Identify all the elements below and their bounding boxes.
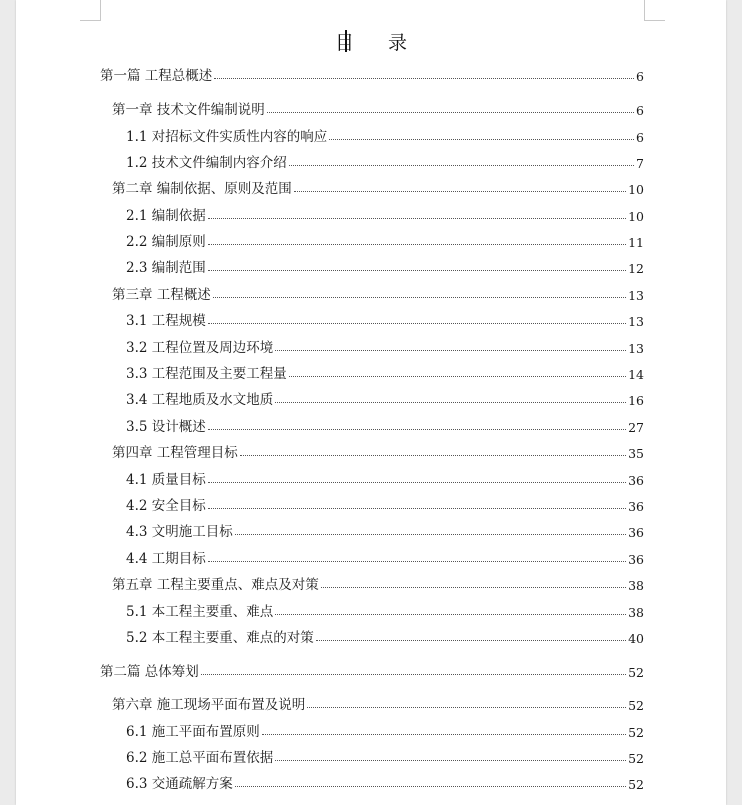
toc-leader <box>275 759 626 761</box>
toc-entry-page: 40 <box>628 631 644 646</box>
toc-entry[interactable] <box>100 336 644 356</box>
toc-leader <box>208 217 626 219</box>
toc-entry[interactable] <box>100 660 644 680</box>
toc-leader <box>208 243 626 245</box>
toc-entry[interactable] <box>100 309 644 329</box>
toc-entry-page: 13 <box>628 314 644 329</box>
toc-leader <box>275 401 626 403</box>
toc-leader <box>208 428 626 430</box>
toc-leader <box>329 138 634 140</box>
toc-entry[interactable] <box>100 468 644 488</box>
toc-entry[interactable] <box>100 362 644 382</box>
toc-entry-label: 5.1 本工程主要重、难点 <box>126 604 274 620</box>
page-corner-mark-right <box>644 0 665 21</box>
toc-entry-label: 第五章 工程主要重点、难点及对策 <box>112 577 319 593</box>
toc-entry-label: 6.1 施工平面布置原则 <box>126 724 260 740</box>
toc-leader <box>275 349 626 351</box>
toc-entry-label: 1.1 对招标文件实质性内容的响应 <box>126 129 328 145</box>
toc-entry[interactable] <box>100 547 644 567</box>
toc-leader <box>289 164 634 166</box>
toc-entry-label: 1.2 技术文件编制内容介绍 <box>126 155 287 171</box>
toc-entry[interactable] <box>100 230 644 250</box>
toc-entry-page: 6 <box>636 103 644 118</box>
toc-entry[interactable] <box>100 573 644 593</box>
toc-entry-label: 4.2 安全目标 <box>126 498 206 514</box>
toc-entry-label: 4.4 工期目标 <box>126 551 206 567</box>
toc-entry-page: 36 <box>628 552 644 567</box>
toc-entry[interactable] <box>100 746 644 766</box>
toc-entry[interactable] <box>100 520 644 540</box>
toc-entry-label: 3.2 工程位置及周边环境 <box>126 340 274 356</box>
toc-entry-page: 10 <box>628 209 644 224</box>
toc-leader <box>262 733 626 735</box>
page-corner-mark-left <box>80 0 101 21</box>
toc-entry[interactable] <box>100 388 644 408</box>
toc-entry-page: 13 <box>628 288 644 303</box>
toc-entry-label: 6.3 交通疏解方案 <box>126 776 233 792</box>
toc-entry-label: 3.3 工程范围及主要工程量 <box>126 366 287 382</box>
toc-entry-label: 6.2 施工总平面布置依据 <box>126 750 274 766</box>
toc-leader <box>240 454 626 456</box>
toc-entry-page: 16 <box>628 393 644 408</box>
toc-leader <box>294 190 626 192</box>
toc-entry-page: 7 <box>636 156 644 171</box>
toc-entry-label: 第二章 编制依据、原则及范围 <box>112 181 292 197</box>
toc-entry-label: 2.2 编制原则 <box>126 234 206 250</box>
toc-leader <box>321 586 626 588</box>
toc-entry-label: 4.3 文明施工目标 <box>126 524 233 540</box>
toc-leader <box>307 706 626 708</box>
toc-entry-page: 36 <box>628 499 644 514</box>
toc-entry-page: 6 <box>636 130 644 145</box>
toc-entry[interactable] <box>100 494 644 514</box>
toc-entry[interactable] <box>100 600 644 620</box>
toc-entry-page: 14 <box>628 367 644 382</box>
toc-leader <box>267 111 634 113</box>
toc-entry[interactable] <box>100 64 644 84</box>
toc-entry-label: 3.4 工程地质及水文地质 <box>126 392 274 408</box>
toc-entry-page: 10 <box>628 182 644 197</box>
toc-entry-page: 36 <box>628 525 644 540</box>
toc-entry-label: 3.5 设计概述 <box>126 419 206 435</box>
toc-entry-label: 第一章 技术文件编制说明 <box>112 102 265 118</box>
toc-leader <box>235 533 626 535</box>
toc-entry-label: 2.3 编制范围 <box>126 260 206 276</box>
toc-entry[interactable] <box>100 693 644 713</box>
toc-entry-label: 3.1 工程规模 <box>126 313 206 329</box>
toc-entry-page: 35 <box>628 446 644 461</box>
toc-entry-label: 第一篇 工程总概述 <box>100 68 213 84</box>
toc-leader <box>208 322 626 324</box>
toc-leader <box>208 507 626 509</box>
toc-entry[interactable] <box>100 256 644 276</box>
page-title: 目 录 <box>334 32 422 54</box>
toc-entry[interactable] <box>100 720 644 740</box>
toc-entry[interactable] <box>100 283 644 303</box>
toc-entry-page: 36 <box>628 473 644 488</box>
toc-entry-page: 38 <box>628 578 644 593</box>
toc-leader <box>208 269 626 271</box>
toc-entry-label: 2.1 编制依据 <box>126 208 206 224</box>
toc-entry[interactable] <box>100 415 644 435</box>
toc-entry-page: 52 <box>628 725 644 740</box>
toc-leader <box>213 296 626 298</box>
toc-entry-page: 52 <box>628 751 644 766</box>
toc-leader <box>289 375 626 377</box>
toc-entry[interactable] <box>100 441 644 461</box>
toc-entry-page: 13 <box>628 341 644 356</box>
toc-leader <box>214 77 634 79</box>
toc-entry[interactable] <box>100 204 644 224</box>
toc-leader <box>235 785 626 787</box>
toc-leader <box>316 639 626 641</box>
toc-entry-label: 第三章 工程概述 <box>112 287 211 303</box>
toc-entry[interactable] <box>100 125 644 145</box>
toc-leader <box>275 613 626 615</box>
toc-entry-label: 第二篇 总体筹划 <box>100 664 199 680</box>
toc-entry-page: 11 <box>628 235 644 250</box>
toc-entry-label: 第六章 施工现场平面布置及说明 <box>112 697 306 713</box>
toc-entry[interactable] <box>100 151 644 171</box>
toc-entry-page: 6 <box>636 69 644 84</box>
toc-entry-page: 38 <box>628 605 644 620</box>
toc-entry[interactable] <box>100 177 644 197</box>
toc-entry-label: 5.2 本工程主要重、难点的对策 <box>126 630 314 646</box>
toc-leader <box>208 560 626 562</box>
toc-entry-page: 52 <box>628 665 644 680</box>
toc-entry[interactable] <box>100 98 644 118</box>
toc-entry[interactable] <box>100 772 644 792</box>
toc-entry[interactable] <box>100 626 644 646</box>
toc-entry-page: 52 <box>628 698 644 713</box>
toc-entry-label: 第四章 工程管理目标 <box>112 445 238 461</box>
toc-leader <box>208 481 626 483</box>
toc-leader <box>201 673 626 675</box>
toc-entry-label: 4.1 质量目标 <box>126 472 206 488</box>
document-page <box>16 0 726 805</box>
toc-entry-page: 12 <box>628 261 644 276</box>
toc-entry-page: 27 <box>628 420 644 435</box>
toc-entry-page: 52 <box>628 777 644 792</box>
